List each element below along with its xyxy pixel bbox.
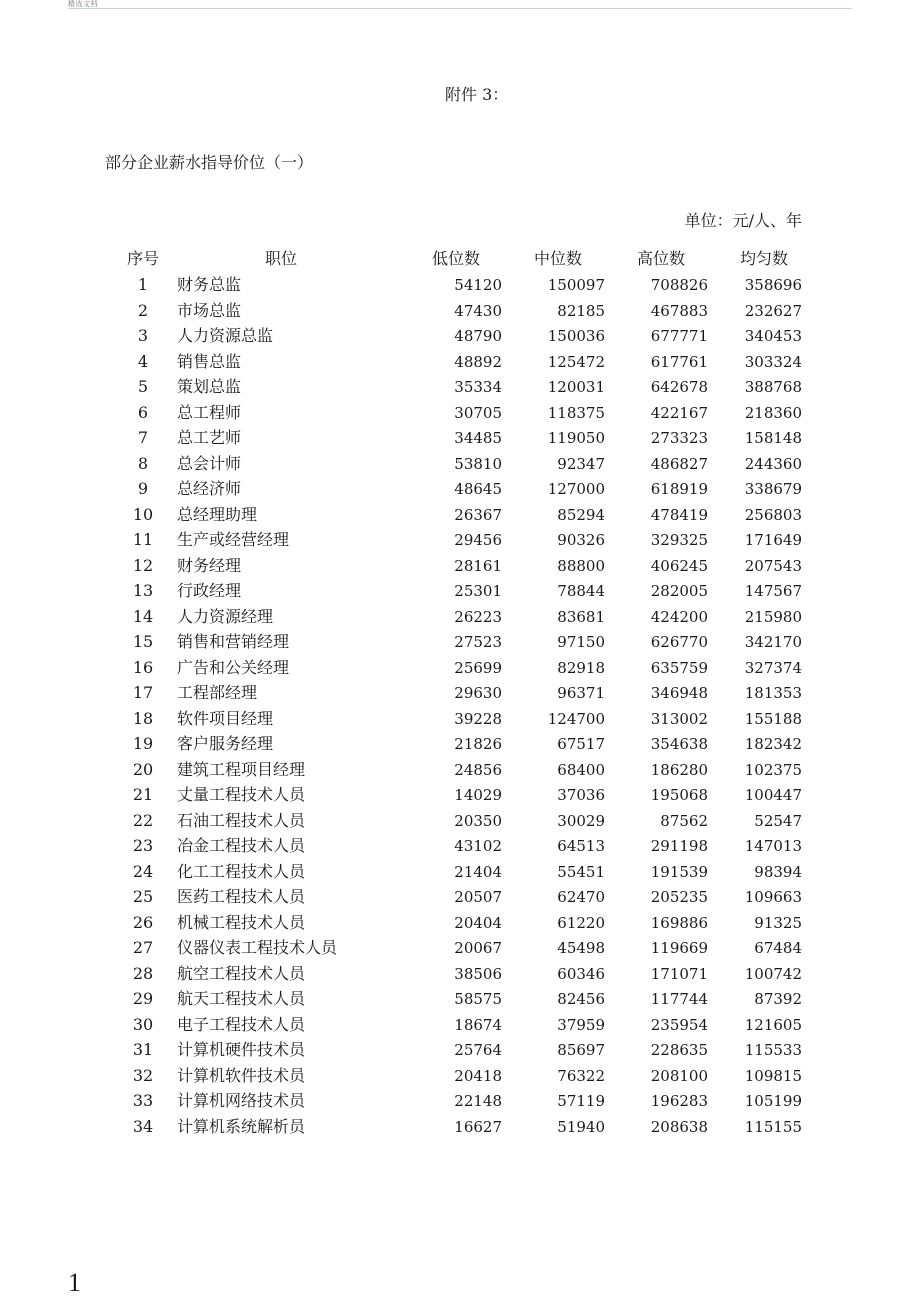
- row-low-value: 22148: [454, 1092, 502, 1110]
- row-high-value: 424200: [650, 607, 708, 626]
- row-position: 计算机硬件技术员: [177, 1040, 306, 1059]
- row-index: 15: [132, 632, 154, 651]
- row-high-value: 313002: [650, 709, 708, 728]
- table-row: [0, 861, 920, 883]
- row-position: 软件项目经理: [177, 708, 274, 728]
- table-row: [0, 453, 920, 475]
- row-average-value: 98394: [754, 862, 802, 881]
- row-index: 5: [137, 377, 149, 396]
- table-row: [0, 810, 920, 832]
- row-index: 6: [137, 402, 149, 422]
- row-index: 19: [132, 734, 154, 753]
- row-index: 4: [137, 351, 149, 371]
- table-row: [0, 657, 920, 679]
- table-row: [0, 555, 920, 577]
- row-median-value: 61220: [557, 913, 605, 932]
- row-index: 22: [132, 810, 154, 830]
- row-median-value: 119050: [547, 429, 605, 447]
- row-high-value: 195068: [650, 786, 708, 804]
- row-index: 8: [137, 453, 149, 473]
- row-index: 24: [132, 861, 154, 881]
- table-row: [0, 784, 920, 806]
- row-position: 总工艺师: [177, 428, 242, 447]
- table-row: [0, 835, 920, 857]
- row-position: 计算机软件技术员: [177, 1065, 306, 1085]
- row-average-value: 155188: [744, 709, 802, 728]
- row-position: 行政经理: [177, 581, 242, 600]
- row-high-value: 422167: [650, 403, 708, 422]
- row-low-value: 54120: [454, 276, 502, 294]
- row-position: 石油工程技术人员: [177, 810, 306, 830]
- row-median-value: 30029: [557, 811, 605, 830]
- row-index: 10: [132, 504, 154, 524]
- row-position: 医药工程技术人员: [177, 887, 306, 906]
- column-header-average: 均匀数: [739, 249, 788, 268]
- row-median-value: 85294: [557, 505, 605, 524]
- row-high-value: 87562: [660, 811, 708, 830]
- row-average-value: 67484: [754, 939, 802, 957]
- row-low-value: 21404: [454, 862, 502, 881]
- table-row: [0, 300, 920, 322]
- row-high-value: 626770: [650, 633, 708, 651]
- table-row: [0, 529, 920, 551]
- row-average-value: 181353: [744, 684, 802, 702]
- row-average-value: 100742: [744, 964, 802, 983]
- row-position: 计算机网络技术员: [177, 1091, 306, 1110]
- row-high-value: 119669: [650, 939, 708, 957]
- table-row: [0, 402, 920, 424]
- row-median-value: 88800: [557, 556, 605, 575]
- row-low-value: 47430: [454, 301, 502, 320]
- table-row: [0, 1090, 920, 1112]
- row-index: 30: [132, 1014, 154, 1034]
- row-position: 总会计师: [177, 453, 242, 473]
- row-low-value: 25301: [454, 582, 502, 600]
- row-median-value: 127000: [547, 480, 605, 498]
- table-row: [0, 1039, 920, 1061]
- table-row: [0, 1014, 920, 1036]
- row-index: 31: [132, 1040, 154, 1059]
- table-row: [0, 1116, 920, 1138]
- row-position: 客户服务经理: [177, 734, 274, 753]
- row-average-value: 52547: [754, 811, 802, 830]
- row-position: 财务总监: [177, 275, 242, 294]
- row-high-value: 208638: [650, 1117, 708, 1136]
- table-row: [0, 937, 920, 959]
- row-average-value: 121605: [744, 1015, 802, 1034]
- row-index: 34: [132, 1116, 154, 1136]
- row-index: 33: [132, 1091, 154, 1110]
- row-index: 21: [132, 785, 154, 804]
- row-position: 财务经理: [177, 555, 242, 575]
- row-average-value: 215980: [744, 607, 802, 626]
- row-high-value: 169886: [650, 913, 708, 932]
- row-index: 27: [132, 938, 154, 957]
- table-row: [0, 708, 920, 730]
- document-title: 部分企业薪水指导价位（一）: [105, 153, 314, 172]
- row-high-value: 196283: [650, 1092, 708, 1110]
- table-row: [0, 580, 920, 602]
- row-low-value: 20404: [454, 913, 502, 932]
- row-low-value: 58575: [454, 990, 502, 1008]
- row-low-value: 28161: [454, 556, 502, 575]
- row-average-value: 256803: [744, 505, 802, 524]
- row-median-value: 78844: [557, 582, 605, 600]
- row-median-value: 82185: [557, 301, 605, 320]
- row-high-value: 467883: [650, 301, 708, 320]
- row-average-value: 158148: [744, 429, 802, 447]
- row-median-value: 82918: [557, 658, 605, 677]
- table-row: [0, 963, 920, 985]
- table-row: [0, 1065, 920, 1087]
- table-header-row: [0, 248, 920, 270]
- row-average-value: 340453: [744, 327, 802, 345]
- row-high-value: 228635: [650, 1041, 708, 1059]
- table-row: [0, 376, 920, 398]
- table-row: [0, 988, 920, 1010]
- row-average-value: 109815: [744, 1066, 802, 1085]
- row-high-value: 635759: [650, 658, 708, 677]
- row-median-value: 124700: [547, 709, 605, 728]
- row-median-value: 96371: [557, 684, 605, 702]
- row-index: 13: [132, 581, 154, 600]
- row-index: 9: [137, 479, 149, 498]
- row-high-value: 406245: [650, 556, 708, 575]
- row-average-value: 232627: [744, 301, 802, 320]
- column-header-position: 职位: [264, 249, 297, 268]
- row-index: 12: [132, 555, 154, 575]
- row-high-value: 186280: [650, 760, 708, 779]
- row-low-value: 43102: [454, 837, 502, 855]
- row-average-value: 327374: [744, 658, 802, 677]
- row-average-value: 182342: [744, 735, 802, 753]
- row-low-value: 48892: [454, 352, 502, 371]
- row-position: 建筑工程项目经理: [177, 759, 306, 779]
- table-row: [0, 274, 920, 296]
- table-row: [0, 733, 920, 755]
- row-median-value: 97150: [557, 633, 605, 651]
- table-row: [0, 886, 920, 908]
- row-high-value: 235954: [650, 1015, 708, 1034]
- row-average-value: 105199: [744, 1092, 802, 1110]
- row-median-value: 37959: [557, 1015, 605, 1034]
- row-low-value: 20507: [454, 888, 502, 906]
- row-position: 广告和公关经理: [177, 657, 290, 677]
- row-position: 机械工程技术人员: [177, 912, 306, 932]
- row-median-value: 62470: [557, 888, 605, 906]
- row-median-value: 37036: [557, 786, 605, 804]
- row-high-value: 191539: [650, 862, 708, 881]
- row-index: 2: [137, 300, 149, 320]
- row-average-value: 102375: [744, 760, 802, 779]
- column-header-median: 中位数: [533, 249, 582, 268]
- row-position: 仪器仪表工程技术人员: [177, 938, 338, 957]
- row-low-value: 39228: [454, 709, 502, 728]
- table-row: [0, 478, 920, 500]
- row-median-value: 82456: [557, 990, 605, 1008]
- column-header-low: 低位数: [431, 249, 480, 268]
- row-median-value: 83681: [557, 607, 605, 626]
- row-high-value: 273323: [650, 429, 708, 447]
- row-average-value: 207543: [744, 556, 802, 575]
- row-low-value: 16627: [454, 1117, 502, 1136]
- row-high-value: 354638: [650, 735, 708, 753]
- row-average-value: 87392: [754, 990, 802, 1008]
- row-position: 市场总监: [177, 300, 242, 320]
- row-position: 总经济师: [177, 479, 242, 498]
- row-high-value: 478419: [650, 505, 708, 524]
- row-median-value: 57119: [557, 1092, 605, 1110]
- row-average-value: 338679: [744, 480, 802, 498]
- row-high-value: 708826: [650, 276, 708, 294]
- row-index: 7: [137, 428, 149, 447]
- row-position: 销售总监: [177, 351, 242, 371]
- row-high-value: 618919: [650, 480, 708, 498]
- row-median-value: 45498: [557, 939, 605, 957]
- table-row: [0, 631, 920, 653]
- unit-label: 单位：元/人、年: [684, 211, 802, 230]
- row-high-value: 617761: [650, 352, 708, 371]
- row-low-value: 20350: [454, 811, 502, 830]
- row-position: 计算机系统解析员: [177, 1116, 306, 1136]
- row-median-value: 150097: [547, 276, 605, 294]
- row-index: 16: [132, 657, 154, 677]
- row-index: 1: [137, 275, 149, 294]
- table-row: [0, 325, 920, 347]
- row-low-value: 29456: [454, 531, 502, 549]
- row-average-value: 358696: [744, 276, 802, 294]
- column-header-index: 序号: [126, 249, 159, 268]
- row-low-value: 26223: [454, 607, 502, 626]
- row-high-value: 205235: [650, 888, 708, 906]
- row-index: 23: [132, 836, 154, 855]
- row-average-value: 388768: [744, 378, 802, 396]
- row-position: 总工程师: [177, 402, 242, 422]
- row-position: 航空工程技术人员: [177, 963, 306, 983]
- table-row: [0, 759, 920, 781]
- row-median-value: 64513: [557, 837, 605, 855]
- row-index: 18: [132, 708, 154, 728]
- row-position: 丈量工程技术人员: [177, 785, 306, 804]
- row-position: 策划总监: [177, 377, 242, 396]
- row-low-value: 34485: [454, 429, 502, 447]
- row-low-value: 30705: [454, 403, 502, 422]
- row-median-value: 150036: [547, 327, 605, 345]
- row-low-value: 29630: [454, 684, 502, 702]
- column-header-high: 高位数: [636, 249, 685, 268]
- row-high-value: 329325: [650, 531, 708, 549]
- row-low-value: 48790: [454, 327, 502, 345]
- row-median-value: 68400: [557, 760, 605, 779]
- row-average-value: 303324: [744, 352, 802, 371]
- row-position: 航天工程技术人员: [177, 989, 306, 1008]
- row-average-value: 218360: [744, 403, 802, 422]
- row-average-value: 342170: [744, 633, 802, 651]
- header-label: 精选文档: [68, 0, 98, 8]
- row-low-value: 20418: [454, 1066, 502, 1085]
- row-low-value: 24856: [454, 760, 502, 779]
- row-position: 化工工程技术人员: [177, 861, 306, 881]
- row-high-value: 346948: [650, 684, 708, 702]
- row-position: 总经理助理: [177, 504, 258, 524]
- row-median-value: 85697: [557, 1041, 605, 1059]
- row-low-value: 27523: [454, 633, 502, 651]
- row-median-value: 90326: [557, 531, 605, 549]
- row-high-value: 208100: [650, 1066, 708, 1085]
- row-position: 电子工程技术人员: [177, 1014, 306, 1034]
- row-median-value: 60346: [557, 964, 605, 983]
- table-row: [0, 427, 920, 449]
- row-average-value: 100447: [744, 786, 802, 804]
- row-high-value: 171071: [650, 964, 708, 983]
- row-low-value: 18674: [454, 1015, 502, 1034]
- row-median-value: 55451: [557, 862, 605, 881]
- row-position: 工程部经理: [177, 683, 258, 702]
- row-average-value: 91325: [754, 913, 802, 932]
- row-median-value: 92347: [557, 454, 605, 473]
- table-row: [0, 504, 920, 526]
- row-index: 3: [137, 326, 149, 345]
- row-high-value: 291198: [650, 837, 708, 855]
- table-row: [0, 351, 920, 373]
- row-high-value: 642678: [650, 378, 708, 396]
- row-median-value: 125472: [547, 352, 605, 371]
- row-average-value: 244360: [744, 454, 802, 473]
- row-position: 销售和营销经理: [177, 632, 290, 651]
- table-row: [0, 912, 920, 934]
- row-index: 14: [132, 606, 154, 626]
- row-index: 29: [132, 989, 154, 1008]
- row-median-value: 67517: [557, 735, 605, 753]
- row-average-value: 147013: [744, 837, 802, 855]
- page-number: 1: [68, 1268, 81, 1297]
- row-index: 11: [132, 530, 154, 549]
- row-median-value: 51940: [557, 1117, 605, 1136]
- row-median-value: 118375: [547, 403, 605, 422]
- row-position: 冶金工程技术人员: [177, 836, 306, 855]
- row-average-value: 115155: [744, 1117, 802, 1136]
- table-row: [0, 682, 920, 704]
- header-divider: [68, 8, 852, 9]
- row-average-value: 109663: [744, 888, 802, 906]
- row-low-value: 25699: [454, 658, 502, 677]
- row-index: 28: [132, 963, 154, 983]
- row-position: 人力资源经理: [177, 606, 274, 626]
- row-average-value: 115533: [744, 1041, 802, 1059]
- row-high-value: 282005: [650, 582, 708, 600]
- row-position: 生产或经营经理: [177, 530, 290, 549]
- row-low-value: 20067: [454, 939, 502, 957]
- row-high-value: 117744: [650, 990, 708, 1008]
- row-high-value: 677771: [650, 327, 708, 345]
- row-low-value: 21826: [454, 735, 502, 753]
- row-high-value: 486827: [650, 454, 708, 473]
- row-average-value: 147567: [744, 582, 802, 600]
- row-low-value: 26367: [454, 505, 502, 524]
- row-index: 25: [132, 887, 154, 906]
- row-low-value: 25764: [454, 1041, 502, 1059]
- row-low-value: 38506: [454, 964, 502, 983]
- row-index: 26: [132, 912, 154, 932]
- row-average-value: 171649: [744, 531, 802, 549]
- row-low-value: 48645: [454, 480, 502, 498]
- row-low-value: 53810: [454, 454, 502, 473]
- row-low-value: 14029: [454, 786, 502, 804]
- table-row: [0, 606, 920, 628]
- row-median-value: 120031: [547, 378, 605, 396]
- row-index: 20: [132, 759, 154, 779]
- row-index: 32: [132, 1065, 154, 1085]
- row-position: 人力资源总监: [177, 326, 274, 345]
- row-low-value: 35334: [454, 378, 502, 396]
- row-median-value: 76322: [557, 1066, 605, 1085]
- row-index: 17: [132, 683, 154, 702]
- attachment-label: 附件 3：: [445, 85, 509, 104]
